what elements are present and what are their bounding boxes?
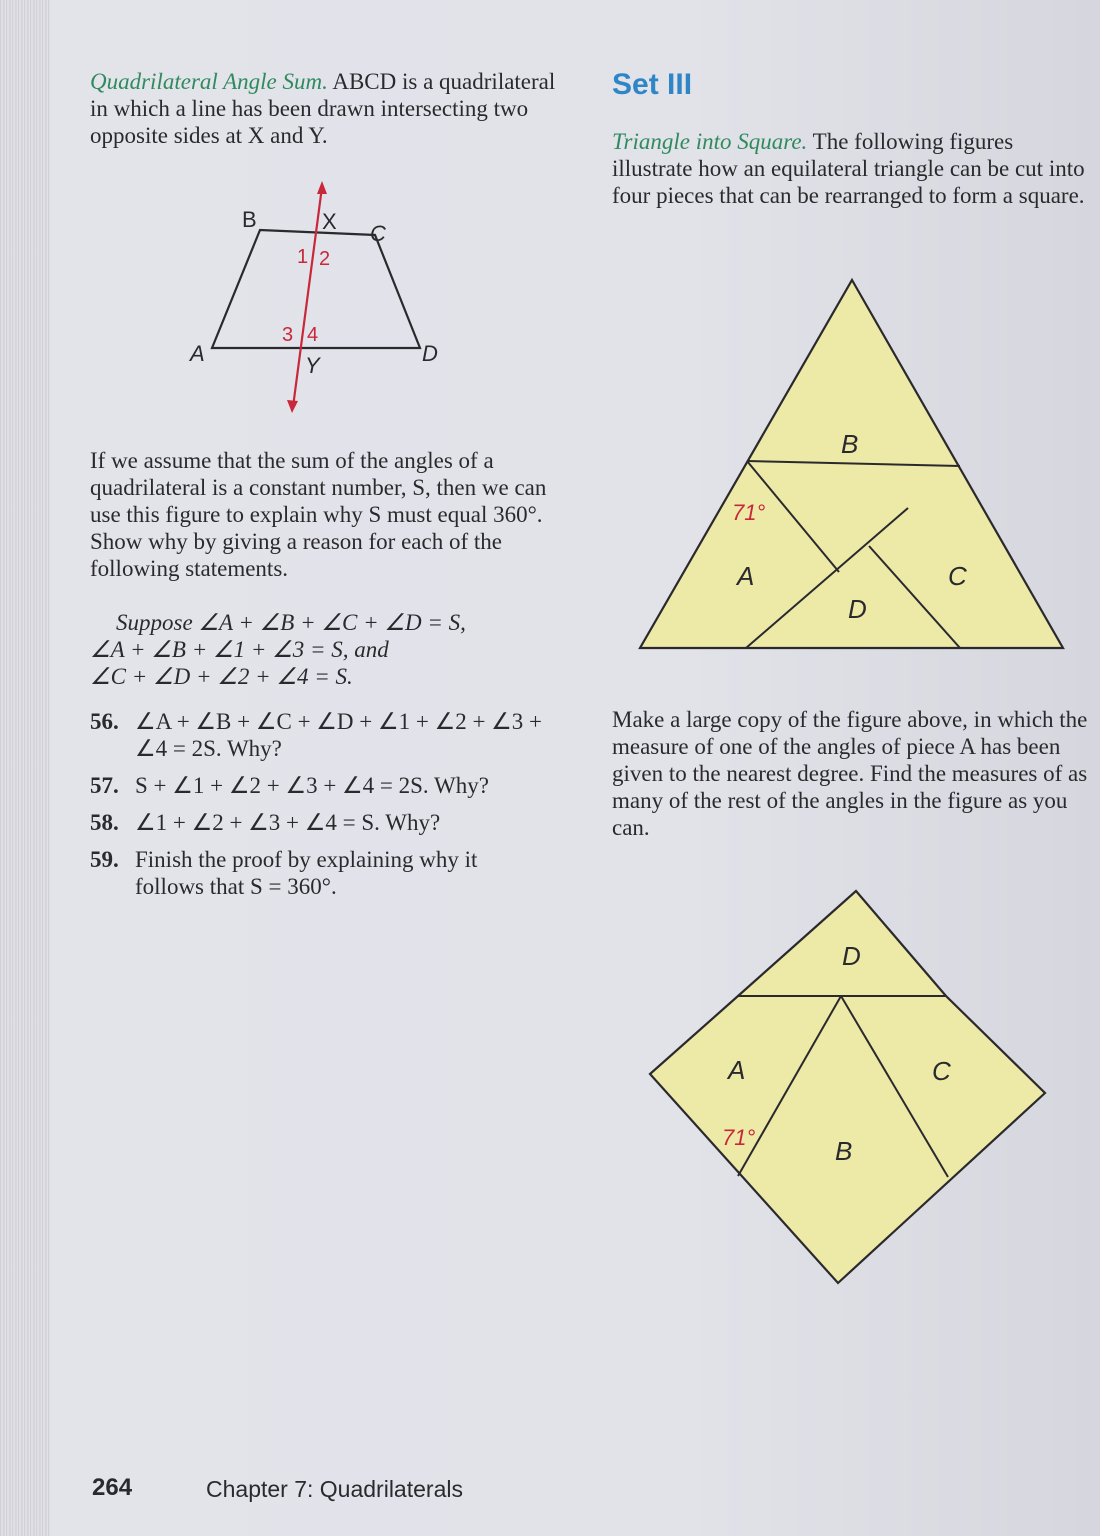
exercise-text: ∠A + ∠B + ∠C + ∠D + ∠1 + ∠2 + ∠3 + ∠4 = 2S. Why? [135,709,543,761]
instructions-block [612,706,1092,841]
triangle-figure [630,275,1080,660]
suppose-line-3: ∠C + ∠D + ∠2 + ∠4 = S. [90,664,353,689]
left-column [90,68,570,149]
quadrilateral-figure [170,175,470,425]
triangle-intro [612,128,1092,209]
piece-label-b: B [841,429,859,459]
exercise-59 [90,846,530,900]
angle-71-label: 71° [732,500,766,525]
label-c: C [370,221,386,246]
right-column [612,68,1092,209]
angle-4: 4 [307,324,319,346]
exercise-number: 56. [90,709,119,734]
exercise-number: 57. [90,773,119,798]
angle-3: 3 [282,324,294,346]
arrow-up-icon [317,181,327,194]
exercise-number: 58. [90,810,119,835]
exercise-text: ∠1 + ∠2 + ∠3 + ∠4 = S. Why? [135,810,441,835]
angle-71-label: 71° [722,1125,756,1150]
section-heading-quadrilateral-angle-sum: Quadrilateral Angle Sum. [90,69,328,94]
piece-label-a: A [728,1055,746,1085]
piece-label-d: D [848,594,867,624]
piece-label-b: B [835,1136,853,1166]
piece-label-c: C [948,561,967,591]
piece-label-c: C [932,1056,951,1086]
page-number: 264 [92,1474,133,1501]
piece-label-d: D [842,941,861,971]
suppose-line-2: ∠A + ∠B + ∠1 + ∠3 = S, and [90,637,389,662]
exercise-text: Finish the proof by explaining why it follows that S = 360°. [135,847,478,899]
angle-2: 2 [319,248,331,270]
arrow-down-icon [287,400,298,413]
exercise-text: S + ∠1 + ∠2 + ∠3 + ∠4 = 2S. Why? [135,773,489,798]
angle-1: 1 [297,246,309,268]
book-binding [0,0,50,1536]
label-a: A [190,341,205,366]
intro-text: ABCD is a quadrilateral in which a line has been drawn intersecting two opposite sides at X and Y. [90,69,556,148]
body-paragraph: If we assume that the sum of the angles of a quadrilateral is a constant number, S, then we can use this figure to explain why S must equal 360°. Show why by giving a reason for each of the following statements. [90,448,547,581]
piece-label-a: A [737,561,755,591]
instructions-paragraph: Make a large copy of the figure above, in which the measure of one of the angles of piece A has been given to the nearest degree. Find the measures of as many of the rest of the angles in the figure as you can. [612,707,1088,840]
section-heading-triangle-into-square: Triangle into Square. [612,129,808,154]
triangle-intro-text: The following figures illustrate how an equilateral triangle can be cut into four pieces that can be rearranged to form a square. [612,129,1085,208]
left-lower [90,447,570,900]
label-y: Y [305,353,320,378]
suppose-block [90,609,570,690]
quadrilateral-intro [90,68,570,149]
suppose-line-1: Suppose ∠A + ∠B + ∠C + ∠D = S, [116,610,466,635]
chapter-title: Chapter 7: Quadrilaterals [206,1476,463,1502]
label-b: B [242,207,257,232]
exercise-58 [90,809,570,836]
exercise-list [90,708,570,900]
set-title: Set III [612,68,693,101]
square-figure [640,885,1060,1290]
exercise-number: 59. [90,847,119,872]
exercise-56 [90,708,570,762]
label-d: D [422,341,438,366]
exercise-57 [90,772,570,799]
label-x: X [322,209,337,234]
